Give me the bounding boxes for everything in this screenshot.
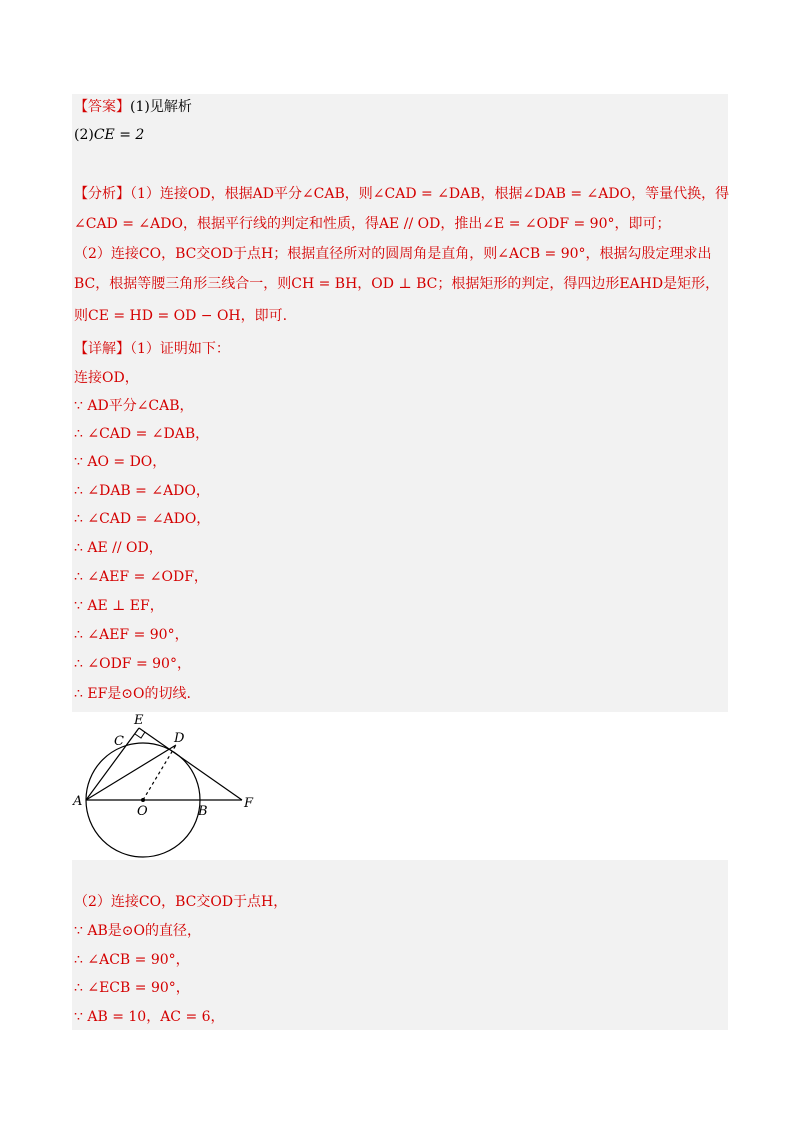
segment-ef [139, 728, 242, 800]
analysis-line-1 [74, 183, 729, 205]
answer-part2-prefix: (2) [74, 127, 94, 143]
answer-line [74, 96, 192, 118]
analysis-text-1: （1）连接OD，根据AD平分∠CAB，则∠CAD = ∠DAB，根据∠DAB = ∠ADO，等量代换，得 [130, 186, 730, 202]
analysis-line-2: ∠CAD = ∠ADO，根据平行线的判定和性质，得AE // OD，推出∠E = ∠ODF = 90°，即可； [74, 216, 671, 232]
step2-line: ∴ ∠ACB = 90°， [74, 952, 190, 968]
step1-line: ∵ AO = DO， [74, 454, 167, 470]
answer-tag: 【答案】 [74, 99, 130, 115]
right-angle-mark [135, 732, 145, 738]
label-c: C [114, 734, 124, 749]
label-o: O [137, 804, 148, 819]
step2-line: （2）连接CO，BC交OD于点H， [74, 894, 288, 910]
detail-header [74, 338, 230, 360]
answer-part2-formula: CE = 2 [93, 127, 145, 143]
circle-diagram [72, 712, 256, 860]
detail-intro: （1）证明如下： [130, 341, 230, 357]
step2-line: ∵ AB = 10，AC = 6， [74, 1009, 225, 1025]
step1-line: ∴ ∠AEF = 90°， [74, 627, 189, 643]
answer-part1: (1)见解析 [130, 99, 192, 115]
step1-line: ∴ ∠DAB = ∠ADO， [74, 483, 210, 499]
step1-line: ∴ AE // OD， [74, 540, 163, 556]
analysis-line-4: BC，根据等腰三角形三线合一，则CH = BH，OD ⊥ BC；根据矩形的判定，得四边形EAHD是矩形， [74, 276, 720, 292]
step2-line: ∴ ∠ECB = 90°， [74, 980, 190, 996]
step1-line: ∴ ∠AEF = ∠ODF， [74, 569, 208, 585]
step1-line: ∴ EF是⊙O的切线. [74, 686, 191, 702]
answer-part2-line [74, 124, 144, 146]
step2-line: ∵ AB是⊙O的直径， [74, 923, 201, 939]
analysis-tag: 【分析】 [74, 186, 130, 202]
geometry-figure [72, 712, 256, 860]
segment-od [143, 745, 176, 800]
label-f: F [244, 796, 254, 811]
analysis-line-5: 则CE = HD = OD − OH，即可. [74, 308, 288, 324]
step1-line: ∴ ∠CAD = ∠DAB， [74, 426, 210, 442]
center-point [141, 798, 145, 802]
step1-line: ∴ ∠CAD = ∠ADO， [74, 511, 211, 527]
step1-line: 连接OD， [74, 370, 139, 386]
label-b: B [198, 804, 208, 819]
label-d: D [174, 731, 185, 746]
label-e: E [134, 713, 144, 728]
segment-ae [86, 728, 139, 800]
detail-tag: 【详解】 [74, 341, 130, 357]
label-a: A [73, 794, 83, 809]
step1-line: ∵ AD平分∠CAB， [74, 398, 194, 414]
detail-band-lower [72, 860, 728, 1030]
step1-line: ∵ AE ⊥ EF， [74, 598, 164, 614]
analysis-line-3: （2）连接CO，BC交OD于点H；根据直径所对的圆周角是直角，则∠ACB = 90°，根据勾股定理求出 [74, 246, 712, 262]
segment-ad [86, 745, 176, 800]
step1-line: ∴ ∠ODF = 90°， [74, 656, 191, 672]
